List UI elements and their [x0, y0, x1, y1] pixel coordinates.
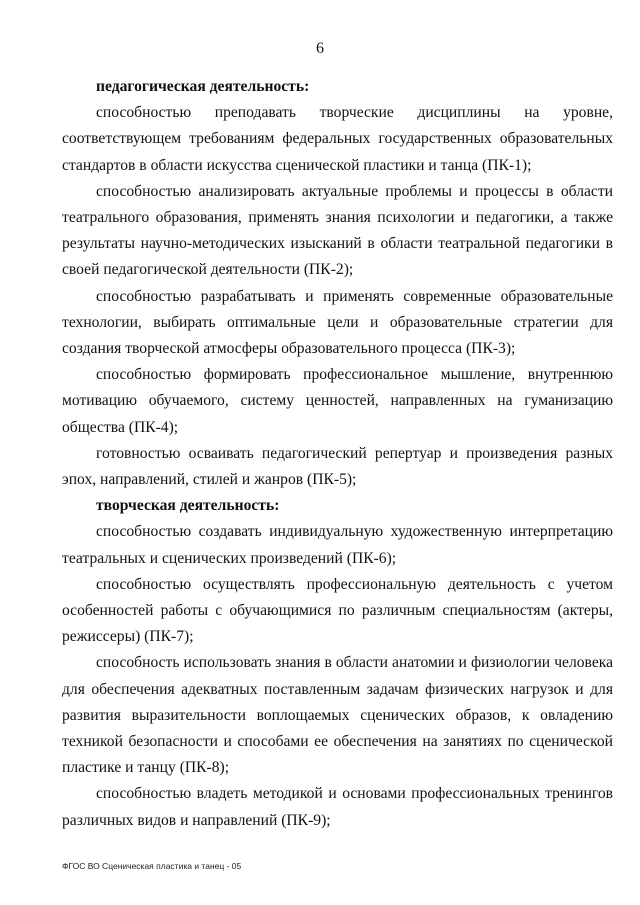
competency-pk-1: способностью преподавать творческие дисциплины на уровне, соответствующем требованиям федеральных государственных образовательных стандартов в области искусства сценической пластики и танца (ПК-1); [62, 104, 613, 174]
competency-pk-8: способность использовать знания в области анатомии и физиологии человека для обеспечения адекватных поставленным задачам физических нагрузок и для развития выразительности воплощаемых сценических образов, к овладению техникой безопасности и способами ее обеспечения на занятиях по сценической пластике и танцу (ПК-8); [62, 654, 613, 777]
competency-pk-4: способностью формировать профессиональное мышление, внутреннюю мотивацию обучаемого, систему ценностей, направленных на гуманизацию общества (ПК-4); [62, 366, 613, 436]
section-heading-creative: творческая деятельность: [96, 497, 280, 515]
competency-pk-6: способностью создавать индивидуальную художественную интерпретацию театральных и сценических произведений (ПК-6); [62, 523, 613, 567]
page-footer: ФГОС ВО Сценическая пластика и танец - 05 [62, 861, 242, 871]
section-heading-pedagogical: педагогическая деятельность: [96, 78, 310, 95]
competency-pk-9: способностью владеть методикой и основами профессиональных тренингов различных видов и направлений (ПК-9); [62, 785, 613, 829]
competency-pk-5: готовностью осваивать педагогический репертуар и произведения разных эпох, направлений, стилей и жанров (ПК-5); [62, 444, 613, 489]
document-body [62, 74, 613, 834]
competency-pk-3: способностью разрабатывать и применять современные образовательные технологии, выбирать оптимальные цели и образовательные стратегии для создания творческой атмосферы образовательного процесса (ПК-3); [62, 287, 613, 358]
page-number: 6 [316, 40, 324, 57]
competency-pk-2: способностью анализировать актуальные проблемы и процессы в области театрального образования, применять знания психологии и педагогики, а также результаты научно-методических изысканий в области театральной педагогики в своей педагогической деятельности (ПК-2); [62, 182, 613, 279]
competency-pk-7: способностью осуществлять профессиональную деятельность с учетом особенностей работы с обучающимися по различным специальностям (актеры, режиссеры) (ПК-7); [62, 575, 613, 646]
